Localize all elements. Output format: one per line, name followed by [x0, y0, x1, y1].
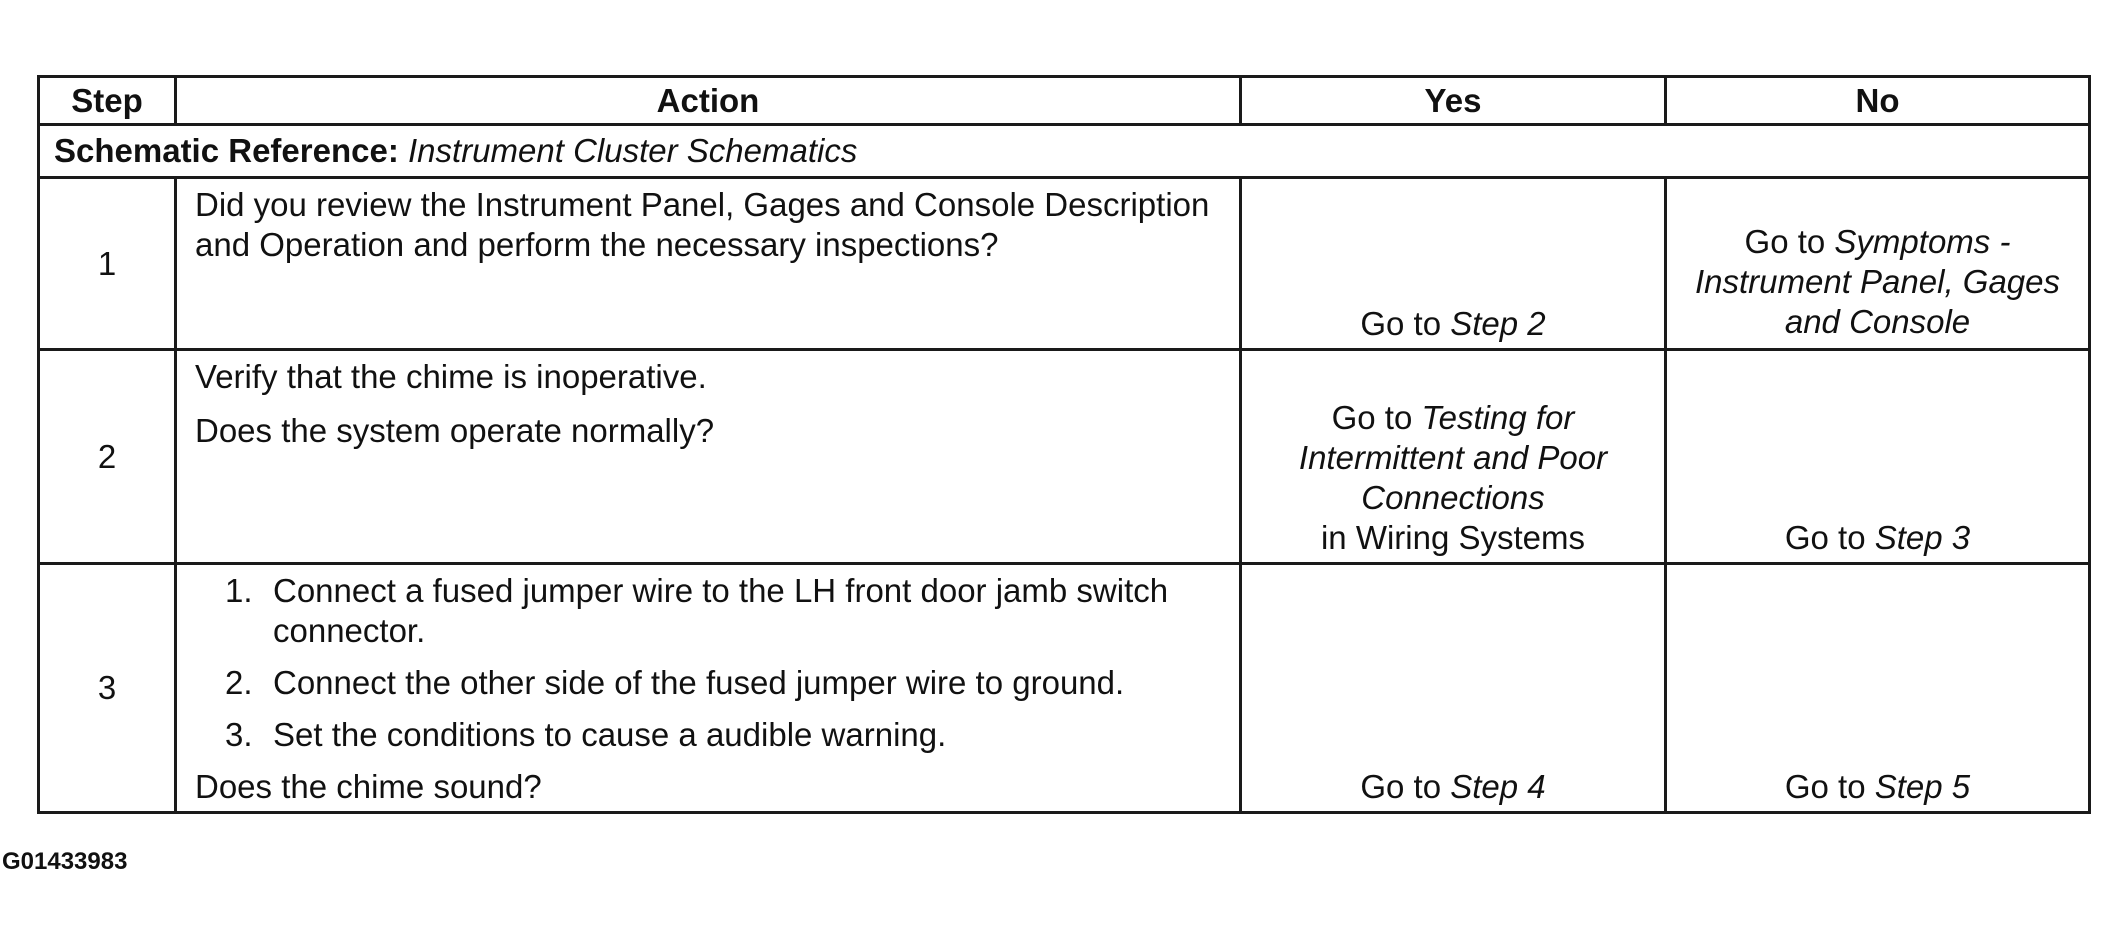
list-item-number: 3. — [225, 716, 253, 753]
list-item-text: Set the conditions to cause a audible warning. — [273, 716, 947, 753]
figure-id: G01433983 — [2, 848, 128, 875]
no-cell — [1666, 564, 2090, 813]
no-prefix: Go to — [1784, 768, 1866, 805]
header-step: Step — [39, 77, 176, 125]
action-cell — [176, 564, 1241, 813]
yes-cell — [1241, 350, 1666, 564]
yes-prefix: Go to — [1360, 305, 1442, 342]
header-row — [39, 77, 2090, 125]
step-number: 1 — [39, 178, 176, 350]
yes-link[interactable]: Testing for Intermittent and Poor Connections — [1298, 399, 1608, 516]
list-item-number: 1. — [225, 572, 253, 609]
yes-prefix: Go to — [1331, 399, 1413, 436]
yes-link[interactable]: Step 4 — [1450, 768, 1546, 805]
diagnostic-table — [37, 75, 2091, 814]
action-steps-list — [195, 571, 1221, 755]
list-item — [195, 571, 1221, 651]
no-link[interactable]: Step 3 — [1874, 519, 1971, 556]
yes-link[interactable]: Step 2 — [1450, 305, 1546, 342]
action-question: Does the system operate normally? — [195, 412, 715, 449]
action-text: Verify that the chime is inoperative. — [195, 358, 707, 395]
list-item-text: Connect a fused jumper wire to the LH front door jamb switch connector. — [273, 572, 1169, 649]
list-item — [195, 715, 1221, 755]
yes-suffix: in Wiring Systems — [1320, 519, 1586, 556]
list-item-text: Connect the other side of the fused jumper wire to ground. — [273, 664, 1125, 701]
action-cell — [176, 178, 1241, 350]
no-prefix: Go to — [1784, 519, 1866, 556]
schematic-reference — [39, 125, 2090, 178]
action-cell — [176, 350, 1241, 564]
no-prefix: Go to — [1744, 222, 1826, 260]
yes-cell — [1241, 178, 1666, 350]
schematic-reference-row — [39, 125, 2090, 178]
step-number: 3 — [39, 564, 176, 813]
yes-prefix: Go to — [1360, 768, 1442, 805]
table-row — [39, 178, 2090, 350]
list-item-number: 2. — [225, 664, 253, 701]
schematic-reference-label: Schematic Reference: — [54, 132, 399, 169]
action-text: Did you review the Instrument Panel, Gages and Console Description and Operation and perform the necessary inspections? — [195, 186, 1210, 263]
list-item — [195, 663, 1221, 703]
header-action: Action — [176, 77, 1241, 125]
no-cell — [1666, 350, 2090, 564]
schematic-reference-link[interactable]: Instrument Cluster Schematics — [408, 132, 858, 169]
yes-cell — [1241, 564, 1666, 813]
no-link[interactable]: Symptoms - Instrument Panel, Gages and Console — [1694, 222, 2061, 340]
action-question: Does the chime sound? — [195, 768, 542, 805]
table-row — [39, 350, 2090, 564]
no-cell — [1666, 178, 2090, 350]
table-row — [39, 564, 2090, 813]
header-no: No — [1666, 77, 2090, 125]
header-yes: Yes — [1241, 77, 1666, 125]
no-link[interactable]: Step 5 — [1874, 768, 1971, 805]
step-number: 2 — [39, 350, 176, 564]
